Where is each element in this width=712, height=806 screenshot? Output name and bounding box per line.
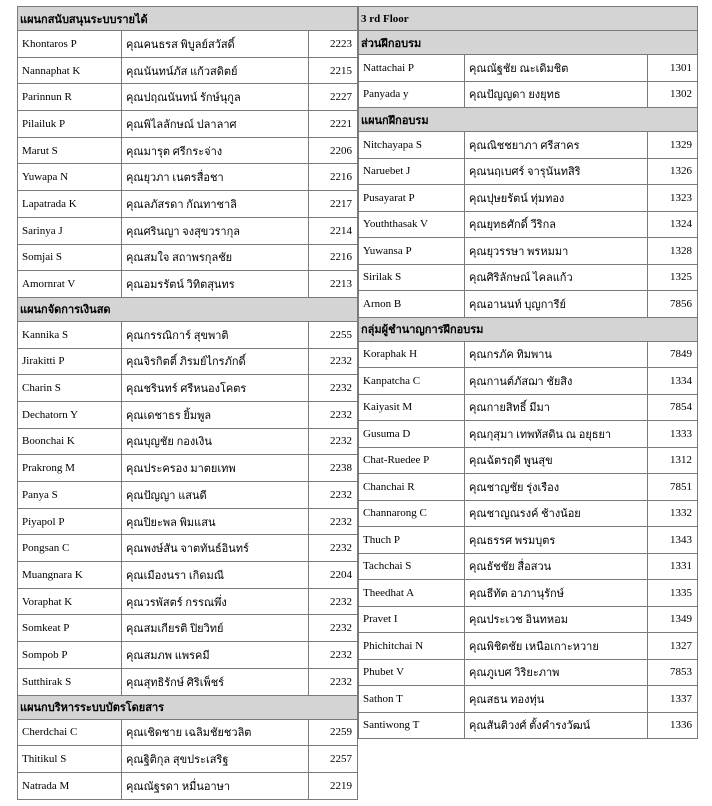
table-row [18, 137, 358, 164]
thai-name-cell: คุณณิชชยาภา ศรีสาคร [465, 132, 648, 159]
thai-name-cell: คุณเดชาธร ยิ้มพูล [122, 401, 309, 428]
english-name-cell: Parinnun R [18, 84, 122, 111]
thai-name-cell: คุณวรพัสตร์ กรรณพึ่ง [122, 588, 309, 615]
thai-name-cell: คุณเมืองนรา เกิดมณี [122, 562, 309, 589]
left-directory-column [17, 6, 357, 800]
thai-name-cell: คุณเชิดชาย เฉลิมชัยชวลิต [122, 719, 309, 746]
right-directory-body [359, 7, 698, 739]
table-row [18, 428, 358, 455]
extension-number-cell: 1349 [648, 606, 698, 633]
english-name-cell: Chat-Ruedee P [359, 447, 465, 474]
thai-name-cell: คุณกายสิทธิ์ มีมา [465, 394, 648, 421]
thai-name-cell: คุณธรรศ พรมบุตร [465, 527, 648, 554]
table-row [359, 659, 698, 686]
table-row [359, 527, 698, 554]
table-row [359, 474, 698, 501]
table-row [18, 455, 358, 482]
english-name-cell: Natrada M [18, 772, 122, 799]
thai-name-cell: คุณสมภพ แพรคมี [122, 642, 309, 669]
english-name-cell: Naruebet J [359, 158, 465, 185]
thai-name-cell: คุณมารุต ศรีกระจ่าง [122, 137, 309, 164]
english-name-cell: Panyada y [359, 81, 465, 108]
section-title: แผนกบริหารระบบบัตรโดยสาร [18, 695, 358, 719]
thai-name-cell: คุณปัญญา แสนดี [122, 482, 309, 509]
thai-name-cell: คุณสุทธิรักษ์ ศิริเพ็ชร์ [122, 668, 309, 695]
english-name-cell: Prakrong M [18, 455, 122, 482]
english-name-cell: Channarong C [359, 500, 465, 527]
section-title: แผนกจัดการเงินสด [18, 297, 358, 321]
extension-number-cell: 2227 [309, 84, 358, 111]
table-row [359, 291, 698, 318]
table-row [359, 421, 698, 448]
extension-number-cell: 2232 [309, 401, 358, 428]
thai-name-cell: คุณณัฐชัย ณะเดิมชิต [465, 55, 648, 82]
table-row [18, 562, 358, 589]
english-name-cell: Arnon B [359, 291, 465, 318]
thai-name-cell: คุณศิริลักษณ์ ไคลแก้ว [465, 264, 648, 291]
thai-name-cell: คุณยุทธศักดิ์ วีริกล [465, 211, 648, 238]
thai-name-cell: คุณสมใจ สถาพรกุลชัย [122, 244, 309, 271]
section-header-row [359, 31, 698, 55]
english-name-cell: Nitchayapa S [359, 132, 465, 159]
thai-name-cell: คุณสธน ทองทุ่น [465, 686, 648, 713]
extension-number-cell: 2232 [309, 642, 358, 669]
english-name-cell: Marut S [18, 137, 122, 164]
english-name-cell: Cherdchai C [18, 719, 122, 746]
extension-number-cell: 2221 [309, 111, 358, 138]
extension-number-cell: 2223 [309, 31, 358, 58]
extension-number-cell: 1335 [648, 580, 698, 607]
thai-name-cell: คุณกานต์ภัสฌา ชัยสิง [465, 368, 648, 395]
extension-number-cell: 1332 [648, 500, 698, 527]
extension-number-cell: 2206 [309, 137, 358, 164]
table-row [359, 264, 698, 291]
extension-number-cell: 1337 [648, 686, 698, 713]
english-name-cell: Boonchai K [18, 428, 122, 455]
extension-number-cell: 2257 [309, 746, 358, 773]
table-row [359, 158, 698, 185]
thai-name-cell: คุณณัฐรดา หมื่นอาษา [122, 772, 309, 799]
table-row [359, 211, 698, 238]
extension-number-cell: 2232 [309, 482, 358, 509]
english-name-cell: Thitikul S [18, 746, 122, 773]
extension-number-cell: 2232 [309, 535, 358, 562]
table-row [18, 271, 358, 298]
floor-header-row [359, 7, 698, 31]
english-name-cell: Somjai S [18, 244, 122, 271]
english-name-cell: Amornrat V [18, 271, 122, 298]
table-row [18, 164, 358, 191]
section-header-row [359, 108, 698, 132]
table-row [18, 719, 358, 746]
thai-name-cell: คุณพงษ์สัน จาตทันธ์อินทร์ [122, 535, 309, 562]
extension-number-cell: 2232 [309, 428, 358, 455]
english-name-cell: Theedhat A [359, 580, 465, 607]
extension-number-cell: 1336 [648, 712, 698, 739]
extension-number-cell: 1327 [648, 633, 698, 660]
english-name-cell: Lapatrada K [18, 191, 122, 218]
extension-number-cell: 2232 [309, 588, 358, 615]
english-name-cell: Sirilak S [359, 264, 465, 291]
english-name-cell: Khontaros P [18, 31, 122, 58]
section-header-row [18, 695, 358, 719]
english-name-cell: Nannaphat K [18, 57, 122, 84]
english-name-cell: Chanchai R [359, 474, 465, 501]
left-directory-body [18, 7, 358, 800]
english-name-cell: Kannika S [18, 321, 122, 348]
table-row [359, 341, 698, 368]
extension-number-cell: 2259 [309, 719, 358, 746]
thai-name-cell: คุณยุวภา เนตรสื่อชา [122, 164, 309, 191]
extension-number-cell: 2232 [309, 508, 358, 535]
thai-name-cell: คุณกรภัค ทิมพาน [465, 341, 648, 368]
english-name-cell: Kaiyasit M [359, 394, 465, 421]
english-name-cell: Pravet I [359, 606, 465, 633]
section-header-row [18, 7, 358, 31]
english-name-cell: Yuwapa N [18, 164, 122, 191]
thai-name-cell: คุณฉัตรฤดี พูนสุข [465, 447, 648, 474]
thai-name-cell: คุณศรินญา จงสุขวรากุล [122, 217, 309, 244]
extension-number-cell: 2232 [309, 348, 358, 375]
english-name-cell: Somkeat P [18, 615, 122, 642]
thai-name-cell: คุณปุษยรัตน์ ทุ่มทอง [465, 185, 648, 212]
thai-name-cell: คุณสันติวงศ์ ตั้งคำรงวัฒน์ [465, 712, 648, 739]
english-name-cell: Phubet V [359, 659, 465, 686]
extension-number-cell: 1324 [648, 211, 698, 238]
table-row [18, 244, 358, 271]
section-title: แผนกฝึกอบรม [359, 108, 698, 132]
extension-number-cell: 1323 [648, 185, 698, 212]
table-row [18, 217, 358, 244]
thai-name-cell: คุณพิไลลักษณ์ ปลาลาศ [122, 111, 309, 138]
thai-name-cell: คุณจิรกิตติ์ ภิรมย์ไกรภักดิ์ [122, 348, 309, 375]
thai-name-cell: คุณประเวช อินทหอม [465, 606, 648, 633]
table-row [18, 508, 358, 535]
thai-name-cell: คุณอมรรัตน์ วิทิตสุนทร [122, 271, 309, 298]
english-name-cell: Muangnara K [18, 562, 122, 589]
extension-number-cell: 2213 [309, 271, 358, 298]
left-directory-table [17, 6, 358, 800]
table-row [18, 588, 358, 615]
table-row [359, 368, 698, 395]
extension-number-cell: 2219 [309, 772, 358, 799]
floor-title: 3 rd Floor [359, 7, 698, 31]
thai-name-cell: คุณสมเกียรติ ปิยวิทย์ [122, 615, 309, 642]
extension-number-cell: 2217 [309, 191, 358, 218]
english-name-cell: Nattachai P [359, 55, 465, 82]
section-header-row [359, 317, 698, 341]
extension-number-cell: 7856 [648, 291, 698, 318]
section-header-row [18, 297, 358, 321]
table-row [18, 321, 358, 348]
english-name-cell: Pilailuk P [18, 111, 122, 138]
extension-number-cell: 2204 [309, 562, 358, 589]
english-name-cell: Kanpatcha C [359, 368, 465, 395]
table-row [359, 55, 698, 82]
thai-name-cell: คุณธัชชัย สื่อสวน [465, 553, 648, 580]
extension-number-cell: 7851 [648, 474, 698, 501]
english-name-cell: Pongsan C [18, 535, 122, 562]
thai-name-cell: คุณฐิติกุล สุขประเสริฐ [122, 746, 309, 773]
thai-name-cell: คุณนันทน์ภัส แก้วสดิตย์ [122, 57, 309, 84]
english-name-cell: Thuch P [359, 527, 465, 554]
extension-number-cell: 1343 [648, 527, 698, 554]
table-row [18, 772, 358, 799]
table-row [359, 238, 698, 265]
extension-number-cell: 2255 [309, 321, 358, 348]
extension-number-cell: 1331 [648, 553, 698, 580]
extension-number-cell: 1301 [648, 55, 698, 82]
table-row [18, 348, 358, 375]
extension-number-cell: 1312 [648, 447, 698, 474]
table-row [359, 447, 698, 474]
thai-name-cell: คุณกุสุมา เทพทัสดิน ณ อยุธยา [465, 421, 648, 448]
thai-name-cell: คุณภูเบศ วิริยะภาพ [465, 659, 648, 686]
thai-name-cell: คุณยุวรรษา พรหมมา [465, 238, 648, 265]
table-row [18, 615, 358, 642]
thai-name-cell: คุณพิชิตชัย เหนือเกาะหวาย [465, 633, 648, 660]
table-row [18, 401, 358, 428]
thai-name-cell: คุณกรรณิการ์ สุขพาติ [122, 321, 309, 348]
table-row [18, 111, 358, 138]
thai-name-cell: คุณชรินทร์ ศรีหนองโคตร [122, 375, 309, 402]
english-name-cell: Phichitchai N [359, 633, 465, 660]
table-row [18, 746, 358, 773]
table-row [18, 535, 358, 562]
extension-number-cell: 1326 [648, 158, 698, 185]
table-row [359, 712, 698, 739]
table-row [359, 633, 698, 660]
table-row [359, 185, 698, 212]
table-row [359, 606, 698, 633]
extension-number-cell: 1325 [648, 264, 698, 291]
english-name-cell: Charin S [18, 375, 122, 402]
extension-number-cell: 1329 [648, 132, 698, 159]
english-name-cell: Dechatorn Y [18, 401, 122, 428]
english-name-cell: Sathon T [359, 686, 465, 713]
english-name-cell: Sarinya J [18, 217, 122, 244]
thai-name-cell: คุณปัญญดา ยงยุทธ [465, 81, 648, 108]
right-directory-table [358, 6, 698, 739]
english-name-cell: Gusuma D [359, 421, 465, 448]
extension-number-cell: 7849 [648, 341, 698, 368]
thai-name-cell: คุณชาญชัย รุ่งเรือง [465, 474, 648, 501]
table-row [359, 686, 698, 713]
table-row [18, 375, 358, 402]
thai-name-cell: คุณชาญณรงค์ ช้างน้อย [465, 500, 648, 527]
extension-number-cell: 2232 [309, 375, 358, 402]
extension-number-cell: 1334 [648, 368, 698, 395]
section-title: กลุ่มผู้ชำนาญการฝึกอบรม [359, 317, 698, 341]
table-row [18, 84, 358, 111]
thai-name-cell: คุณประครอง มาตยเทพ [122, 455, 309, 482]
table-row [18, 668, 358, 695]
table-row [359, 81, 698, 108]
table-row [359, 132, 698, 159]
english-name-cell: Tachchai S [359, 553, 465, 580]
thai-name-cell: คุณอานนท์ บุญการีย์ [465, 291, 648, 318]
thai-name-cell: คุณคนธรส พิบูลย์สวัสดิ์ [122, 31, 309, 58]
english-name-cell: Sutthirak S [18, 668, 122, 695]
extension-number-cell: 2216 [309, 164, 358, 191]
extension-number-cell: 2232 [309, 668, 358, 695]
table-row [18, 31, 358, 58]
section-title: ส่วนฝึกอบรม [359, 31, 698, 55]
extension-number-cell: 1328 [648, 238, 698, 265]
extension-number-cell: 2214 [309, 217, 358, 244]
table-row [18, 191, 358, 218]
section-title: แผนกสนับสนุนระบบรายได้ [18, 7, 358, 31]
table-row [359, 500, 698, 527]
table-row [18, 57, 358, 84]
table-row [359, 553, 698, 580]
english-name-cell: Youththasak V [359, 211, 465, 238]
extension-number-cell: 2238 [309, 455, 358, 482]
extension-number-cell: 2232 [309, 615, 358, 642]
english-name-cell: Jirakitti P [18, 348, 122, 375]
thai-name-cell: คุณลภัสรดา กัณทาชาลิ [122, 191, 309, 218]
extension-number-cell: 2216 [309, 244, 358, 271]
extension-number-cell: 7854 [648, 394, 698, 421]
thai-name-cell: คุณธีทัต อาภานุรักษ์ [465, 580, 648, 607]
extension-number-cell: 1302 [648, 81, 698, 108]
english-name-cell: Yuwansa P [359, 238, 465, 265]
english-name-cell: Koraphak H [359, 341, 465, 368]
table-row [18, 482, 358, 509]
english-name-cell: Santiwong T [359, 712, 465, 739]
english-name-cell: Panya S [18, 482, 122, 509]
extension-number-cell: 7853 [648, 659, 698, 686]
english-name-cell: Pusayarat P [359, 185, 465, 212]
english-name-cell: Sompob P [18, 642, 122, 669]
extension-number-cell: 1333 [648, 421, 698, 448]
extension-number-cell: 2215 [309, 57, 358, 84]
right-directory-column [358, 6, 697, 739]
english-name-cell: Voraphat K [18, 588, 122, 615]
thai-name-cell: คุณนฤเบศร์ จารุนันทสิริ [465, 158, 648, 185]
table-row [18, 642, 358, 669]
thai-name-cell: คุณปิยะพล พิมแสน [122, 508, 309, 535]
table-row [359, 394, 698, 421]
thai-name-cell: คุณบุญชัย กองเงิน [122, 428, 309, 455]
english-name-cell: Piyapol P [18, 508, 122, 535]
thai-name-cell: คุณปฤณนันทน์ รักษ์นุกูล [122, 84, 309, 111]
table-row [359, 580, 698, 607]
